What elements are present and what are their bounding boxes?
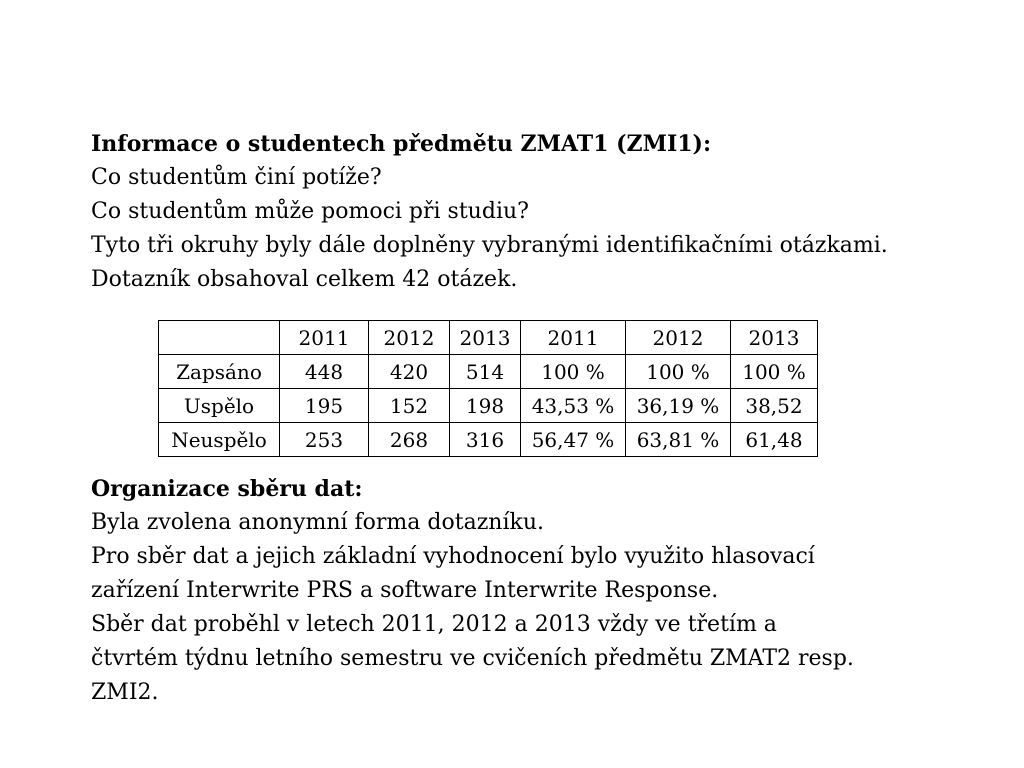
student-info-line: Tyto tři okruhy byly dále doplněny vybranými identifikačními otázkami. [91,233,888,258]
data-collection-line: Byla zvolena anonymní forma dotazníku. [91,510,544,535]
student-info-line: Dotazník obsahoval celkem 42 otázek. [91,267,518,292]
student-info-line: Co studentům může pomoci při studiu? [91,199,529,224]
table-cell: 198 [450,389,521,423]
table-header-cell [159,321,280,355]
table-header-cell: 2012 [369,321,450,355]
table-cell: 514 [450,355,521,389]
student-info-heading: Informace o studentech předmětu ZMAT1 (ZMI1): [91,131,712,157]
table-cell: 316 [450,423,521,457]
data-collection-line: Sběr dat proběhl v letech 2011, 2012 a 2013 vždy ve třetím a [91,612,777,637]
table-cell: 268 [369,423,450,457]
row-label-cell: Uspělo [159,389,280,423]
table-cell: 56,47 % [521,423,626,457]
table-cell: 152 [369,389,450,423]
table-cell: 253 [280,423,369,457]
table-cell: 420 [369,355,450,389]
table-header-cell: 2012 [626,321,731,355]
row-label-cell: Zapsáno [159,355,280,389]
data-collection-heading: Organizace sběru dat: [91,476,363,502]
table-header-cell: 2013 [731,321,818,355]
student-info-line: Co studentům činí potíže? [91,165,382,190]
enrollment-stats-table [158,320,818,457]
table-cell: 100 % [731,355,818,389]
data-collection-line: Pro sběr dat a jejich základní vyhodnocení bylo využito hlasovací [91,544,815,569]
data-collection-line: zařízení Interwrite PRS a software Interwrite Response. [91,578,719,603]
table-cell: 100 % [521,355,626,389]
table-row [159,423,818,457]
table-cell: 63,81 % [626,423,731,457]
table-row [159,389,818,423]
data-collection-section [91,472,991,710]
data-collection-line: čtvrtém týdnu letního semestru ve cvičeních předmětu ZMAT2 resp. [91,646,854,671]
table-cell: 36,19 % [626,389,731,423]
table-cell: 61,48 [731,423,818,457]
table-header-cell: 2011 [280,321,369,355]
table-cell: 38,52 [731,389,818,423]
student-info-section [91,127,991,297]
table-header-row [159,321,818,355]
table-cell: 448 [280,355,369,389]
data-collection-line: ZMI2. [91,680,159,705]
table-row [159,355,818,389]
table-header-cell: 2013 [450,321,521,355]
table-header-cell: 2011 [521,321,626,355]
table-cell: 195 [280,389,369,423]
row-label-cell: Neuspělo [159,423,280,457]
table-cell: 100 % [626,355,731,389]
table-cell: 43,53 % [521,389,626,423]
